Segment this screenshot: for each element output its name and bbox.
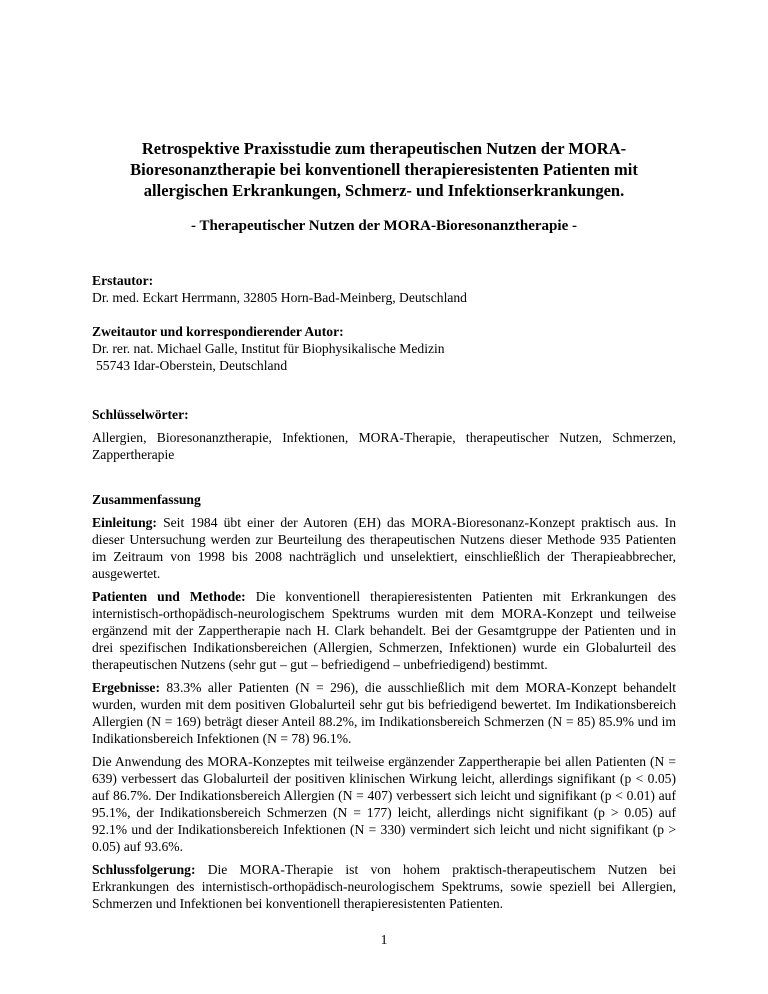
keywords-text: Allergien, Bioresonanztherapie, Infektionen, MORA-Therapie, therapeutischer Nutzen, Schmerzen, Zappertherapie	[92, 430, 676, 462]
paper-title-line: Bioresonanztherapie bei konventionell therapieresistenten Patienten mit	[130, 160, 638, 179]
paper-title	[92, 138, 676, 201]
paper-subtitle: - Therapeutischer Nutzen der MORA-Bioresonanztherapie -	[191, 218, 577, 234]
paragraph-label: Patienten und Methode:	[92, 589, 246, 604]
first-author-line: Dr. med. Eckart Herrmann, 32805 Horn-Bad-Meinberg, Deutschland	[92, 290, 467, 305]
paragraph-text: Die konventionell therapieresistenten Patienten mit Erkrankungen des internistisch-orthopädisch-neurologischem Spektrums wurden mit dem MORA-Konzept und teilweise ergänzend mit der Zappertherapie nach H. Clark behandelt. Bei der Gesamtgruppe der Patienten und in drei spezifischen Indikationsbereichen (Allergien, Schmerzen, Infektionen) wurde ein Globalurteil des therapeutischen Nutzens (sehr gut – gut – befriedigend – unbefriedigend) bestimmt.	[92, 589, 676, 672]
abstract-paragraph-ergebnisse	[92, 679, 676, 747]
abstract-paragraph-methode	[92, 588, 676, 673]
abstract-paragraph-schlussfolgerung	[92, 861, 676, 912]
first-author-group	[92, 272, 676, 306]
keywords-label: Schlüsselwörter:	[92, 407, 189, 422]
authors-section	[92, 272, 676, 374]
abstract-paragraph-anwendung	[92, 753, 676, 855]
second-author-line2: 55743 Idar-Oberstein, Deutschland	[96, 358, 288, 373]
paragraph-label: Schlussfolgerung:	[92, 862, 196, 877]
paper-title-line: allergischen Erkrankungen, Schmerz- und Infektionserkrankungen.	[143, 181, 625, 200]
paragraph-label: Einleitung:	[92, 515, 157, 530]
abstract-paragraph-einleitung	[92, 514, 676, 582]
first-author-label: Erstautor:	[92, 273, 154, 288]
paragraph-text: Die MORA-Therapie ist von hohem praktisch-therapeutischem Nutzen bei Erkrankungen des internistisch-orthopädisch-neurologischem Spektrums, sowie speziell bei Allergien, Schmerzen und Infektionen bei konventionell therapieresistenten Patienten.	[92, 862, 676, 911]
paper-title-line: Retrospektive Praxisstudie zum therapeutischen Nutzen der MORA-	[141, 139, 627, 158]
second-author-line1: Dr. rer. nat. Michael Galle, Institut für Biophysikalische Medizin	[92, 341, 445, 356]
second-author-group	[92, 323, 676, 374]
paragraph-label: Ergebnisse:	[92, 680, 160, 695]
paragraph-text: Die Anwendung des MORA-Konzeptes mit teilweise ergänzender Zappertherapie bei allen Patienten (N = 639) verbessert das Globalurteil der positiven klinischen Wirkung leicht, allerdings signifikant (p < 0.05) auf 86.7%. Der Indikationsbereich Allergien (N = 407) verbessert sich leicht und signifikant (p < 0.01) auf 95.1%, der Indikationsbereich Schmerzen (N = 177) leicht, allerdings nicht signifikant (p > 0.05) auf 92.1% und der Indikationsbereich Infektionen (N = 330) vermindert sich leicht und nicht signifikant (p > 0.05) auf 93.6%.	[92, 754, 676, 854]
abstract-heading: Zusammenfassung	[92, 492, 201, 507]
paragraph-text: Seit 1984 übt einer der Autoren (EH) das MORA-Bioresonanz-Konzept praktisch aus. In dieser Untersuchung werden zur Beurteilung des therapeutischen Nutzens dieser Methode 935 Patienten im Zeitraum von 1998 bis 2008 nachträglich und unselektiert, einschließlich der Therapieabbrecher, ausgewertet.	[92, 515, 676, 581]
page-content	[92, 0, 676, 912]
paragraph-text: 83.3% aller Patienten (N = 296), die ausschließlich mit dem MORA-Konzept behandelt wurden, wurden mit dem positiven Globalurteil sehr gut bis befriedigend bewertet. Im Indikationsbereich Allergien (N = 169) beträgt dieser Anteil 88.2%, im Indikationsbereich Schmerzen (N = 85) 85.9% und im Indikationsbereich Infektionen (N = 78) 96.1%.	[92, 680, 676, 746]
page-number: 1	[380, 932, 388, 947]
second-author-label: Zweitautor und korrespondierender Autor:	[92, 324, 344, 339]
